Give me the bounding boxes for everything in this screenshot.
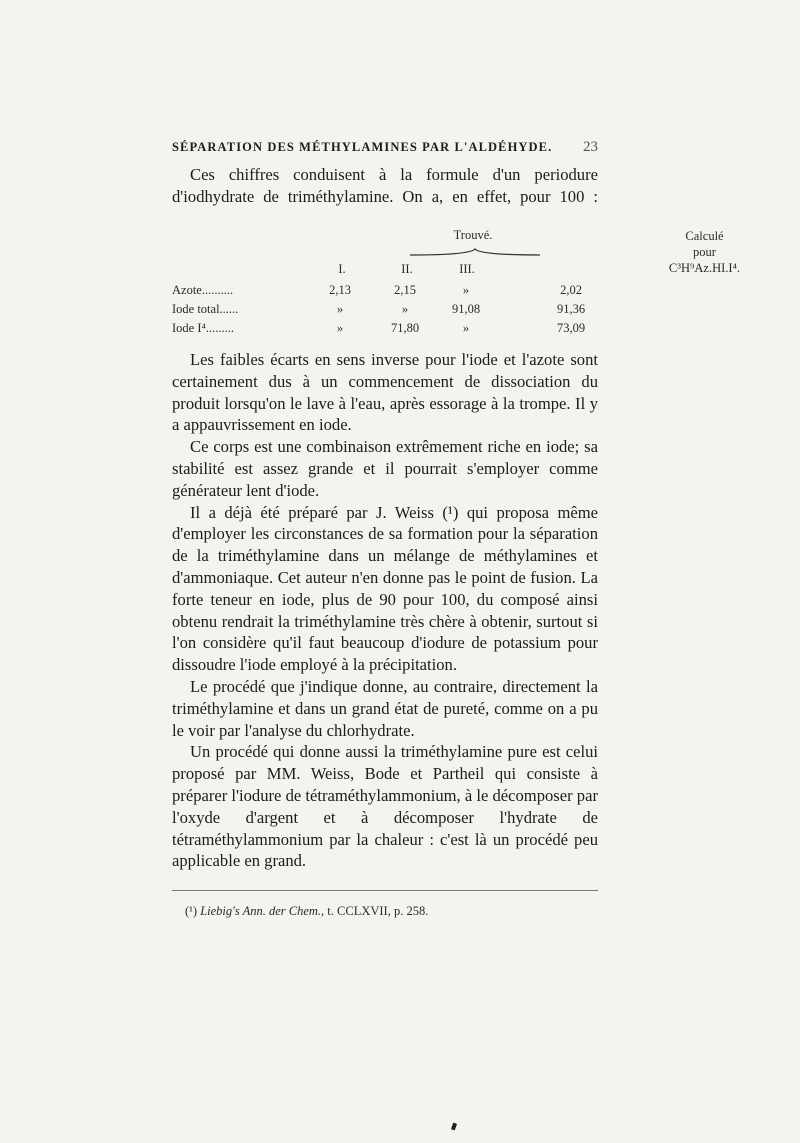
row-label: Azote.......... (172, 283, 234, 297)
page-header (172, 139, 598, 156)
table-cell: » (401, 302, 409, 316)
brace-icon (410, 248, 540, 256)
table-cell: 71,80 (390, 321, 420, 335)
footnote (185, 904, 600, 919)
row-label: Iode total...... (172, 302, 239, 316)
table-cell: 2,15 (394, 283, 416, 297)
footnote-divider (172, 890, 598, 891)
calcule-label: Calculé (685, 229, 724, 243)
analysis-table (172, 228, 741, 346)
table-cell: 91,08 (451, 302, 481, 316)
row-label: Iode I⁴......... (172, 321, 234, 335)
intro-line-1: Ces chiffres conduisent à la formule d'un periodure (190, 165, 598, 184)
paragraph: Un procédé qui donne aussi la triméthylamine pure est celui proposé par MM. Weiss, Bode et Partheil qui consiste à préparer l'iodure de tétraméthylammonium, à le décomposer par l'oxyde d'argent et à décomposer l'hydrate de tétraméthylammonium par la chaleur : c'est là un procédé peu applicable en grand. (172, 742, 598, 871)
table-cell: » (336, 302, 344, 316)
table-cell: 2,13 (329, 283, 351, 297)
table-cell: » (462, 283, 470, 297)
intro-line-2: d'iodhydrate de triméthylamine. On a, en effet, pour 100 : (172, 186, 598, 206)
paragraph: Le procédé que j'indique donne, au contraire, directement la triméthylamine et dans un grand état de pureté, comme on a pu le voir par l'analyse du chlorhydrate. (172, 676, 598, 740)
paragraph: Les faibles écarts en sens inverse pour l'iode et l'azote sont certainement dus à un commencement de dissociation du produit lorsqu'on le lave à l'eau, après essorage à la trompe. Il y a appauvrissement en iode. (172, 350, 598, 435)
calcule-header (652, 228, 757, 276)
table-cell: 2,02 (560, 283, 582, 297)
formula-label: C³H⁹Az.HI.I⁴. (668, 261, 741, 275)
ink-mark (451, 1123, 457, 1131)
table-cell: 73,09 (556, 321, 586, 335)
body-text (172, 349, 598, 872)
paragraph: Il a déjà été préparé par J. Weiss (¹) qui proposa même d'employer les circonstances de sa formation pour la séparation de la triméthylamine dans un mélange de méthylamines et d'ammoniaque. Cet auteur n'en donne pas le point de fusion. La forte teneur en iode, plus de 90 pour 100, du composé ainsi obtenu rendrait la triméthylamine très chère à obtenir, surtout si l'on considère qu'il faut beaucoup d'iodure de potassium pour dissoudre l'iode employé à la précipitation. (172, 502, 598, 675)
paragraph: Ce corps est une combinaison extrêmement riche en iode; sa stabilité est assez grande et il pourrait s'employer comme générateur lent d'iode. (172, 437, 598, 500)
intro-paragraph (172, 164, 598, 208)
footnote-details: , t. CCLXVII, p. 258. (321, 904, 429, 918)
table-cell: » (336, 321, 344, 335)
trouve-header: Trouvé. (453, 228, 493, 242)
footnote-marker: (¹) (185, 904, 198, 918)
running-title: SÉPARATION DES MÉTHYLAMINES PAR L'ALDÉHYDE. (172, 140, 553, 154)
column-header: III. (459, 262, 475, 276)
page-number: 23 (583, 139, 598, 155)
table-cell: » (462, 321, 470, 335)
footnote-source: Liebig's Ann. der Chem. (200, 904, 322, 918)
table-cell: 91,36 (556, 302, 586, 316)
column-header: II. (401, 262, 413, 276)
pour-label: pour (693, 245, 716, 259)
column-header: I. (338, 262, 346, 276)
